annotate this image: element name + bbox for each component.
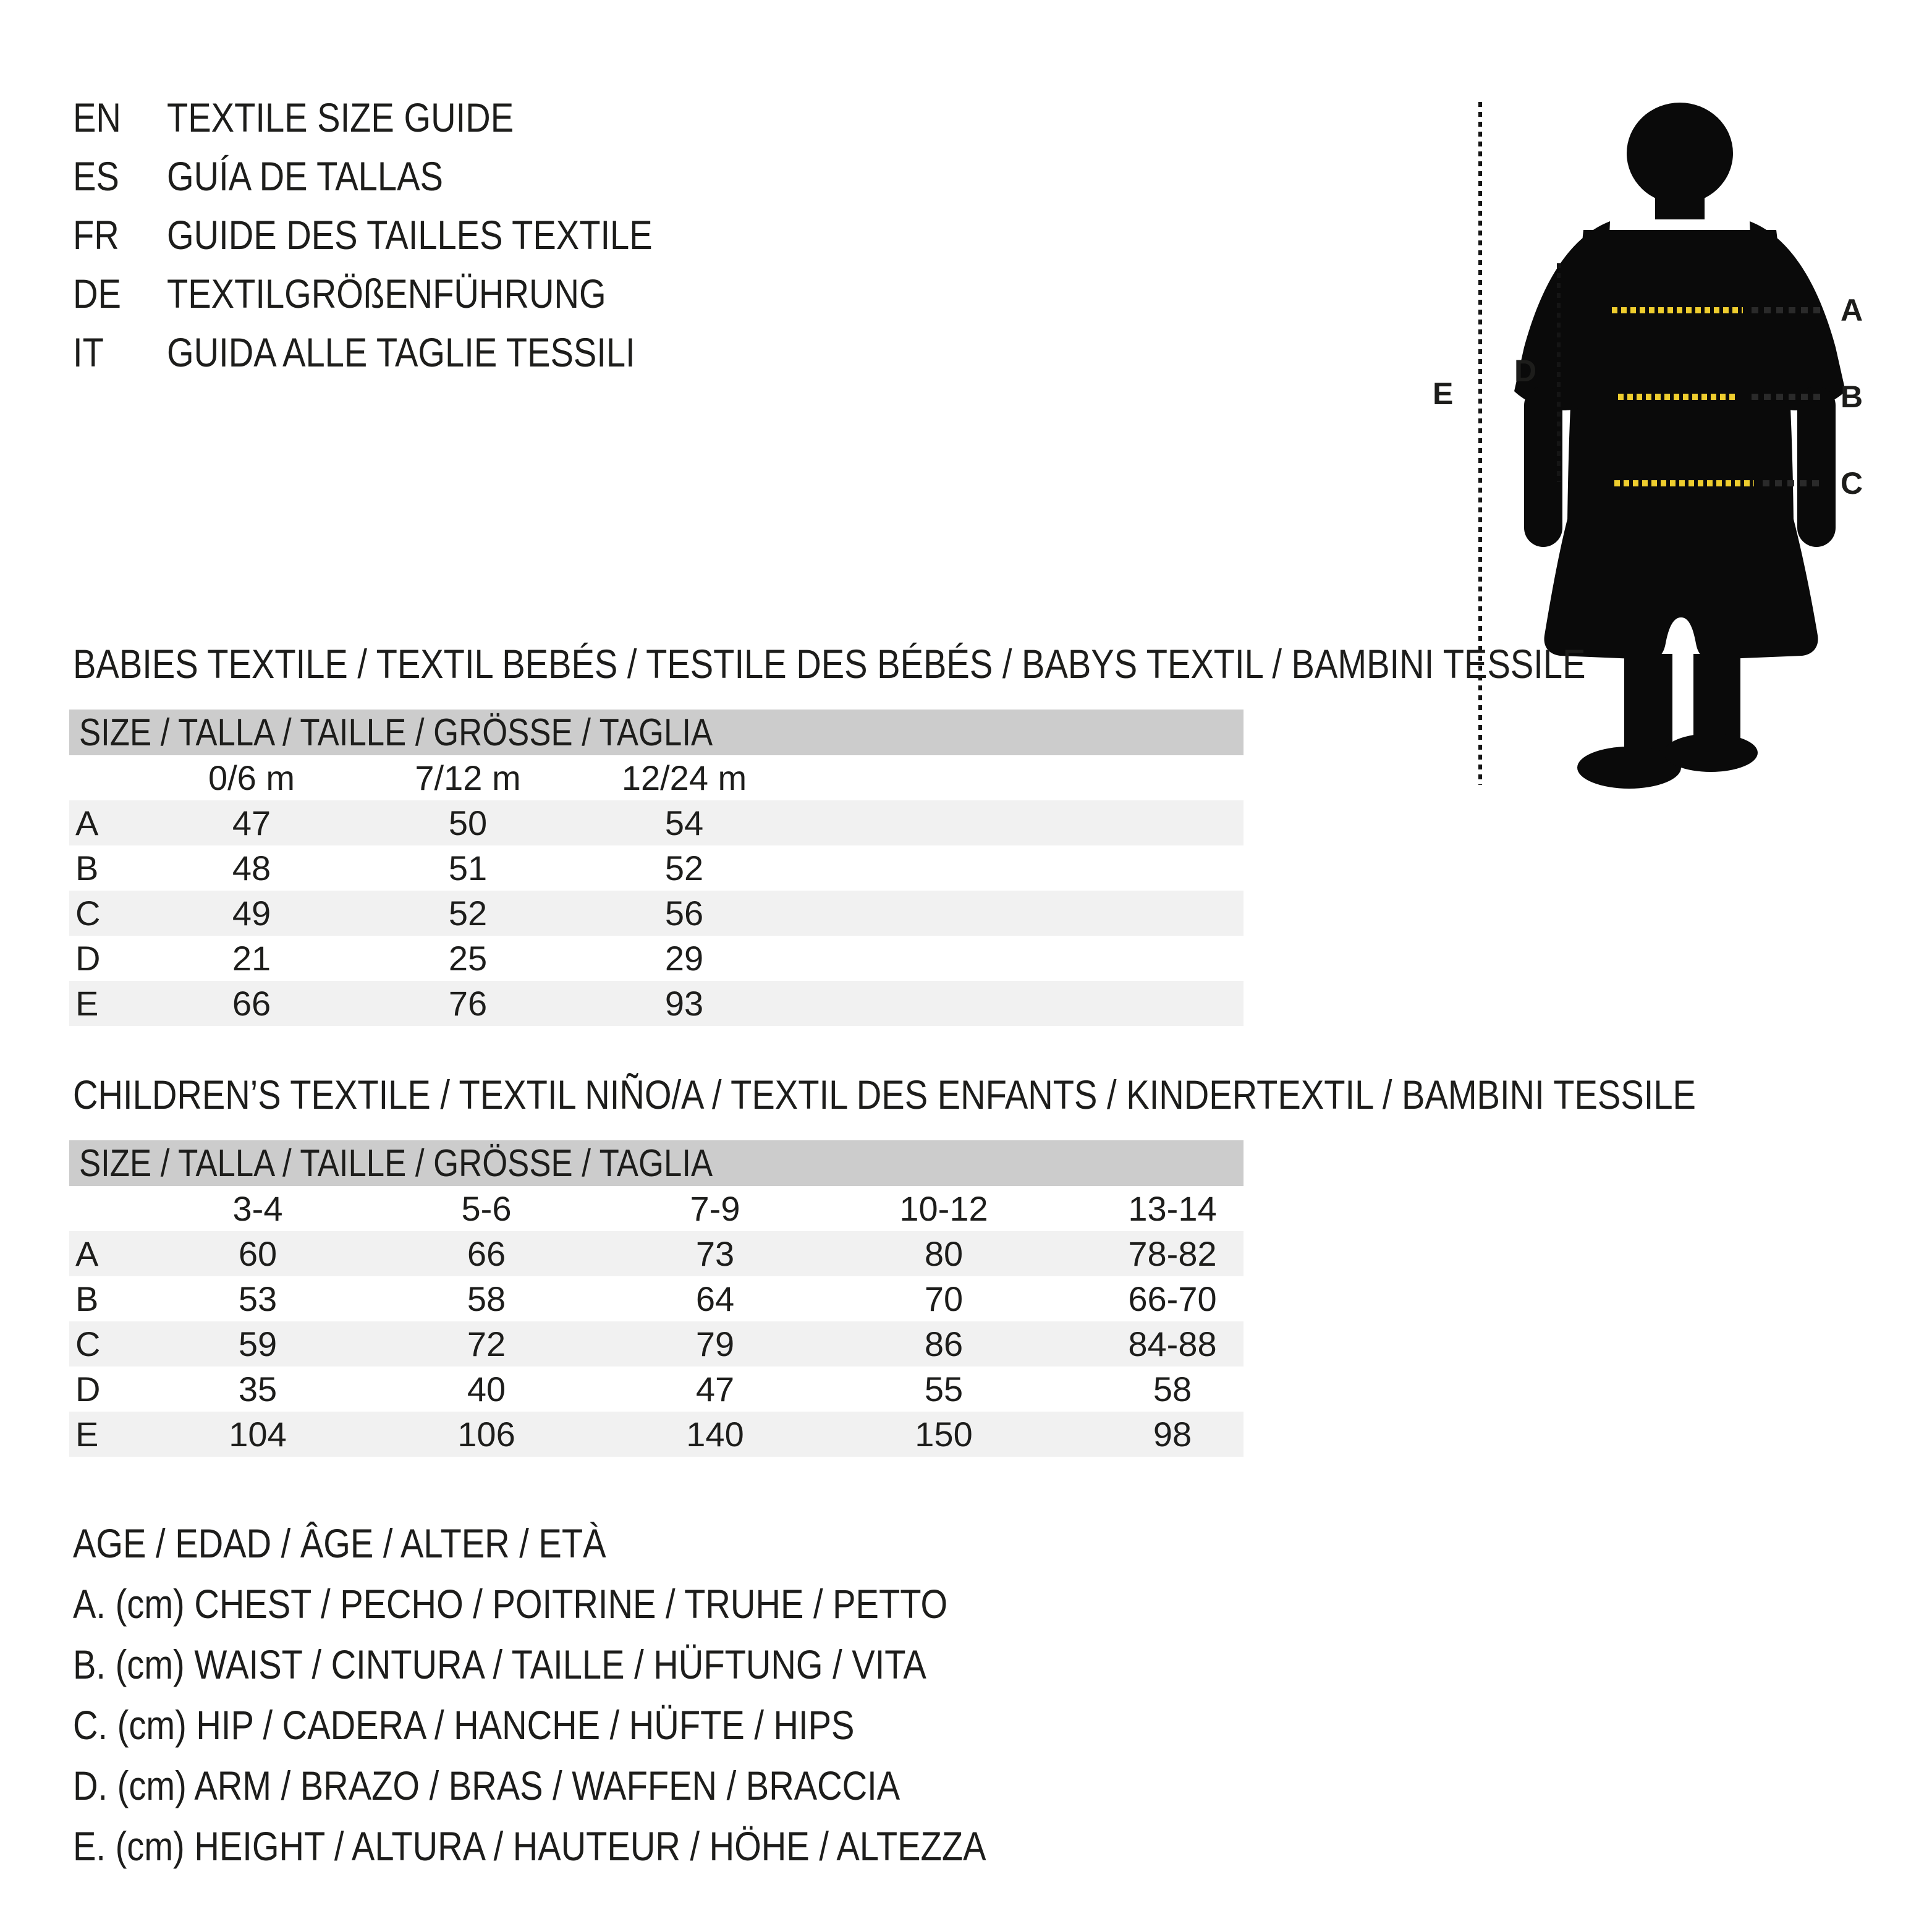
row-label: D bbox=[75, 939, 101, 978]
legend-row bbox=[73, 1755, 1147, 1816]
column-header: 12/24 m bbox=[621, 758, 747, 797]
language-row bbox=[73, 88, 738, 146]
row-label: D bbox=[75, 1370, 101, 1409]
value-cell: 55 bbox=[924, 1370, 964, 1409]
row-label: C bbox=[75, 1324, 101, 1363]
size-header-bar bbox=[69, 710, 1244, 755]
column-header: 7/12 m bbox=[415, 758, 521, 797]
legend-text: AGE / EDAD / ÂGE / ALTER / ETÀ bbox=[73, 1520, 606, 1566]
legend-text: A. (cm) CHEST / PECHO / POITRINE / TRUHE / PETTO bbox=[73, 1581, 948, 1627]
table-row bbox=[69, 936, 1244, 981]
value-cell: 52 bbox=[448, 894, 488, 933]
children-table-title-text: CHILDREN’S TEXTILE / TEXTIL NIÑO/A / TEXTIL DES ENFANTS / KINDERTEXTIL / BAMBINI TESSILE bbox=[73, 1072, 1696, 1117]
legend-row bbox=[73, 1574, 1147, 1634]
language-label: GUIDA ALLE TAGLIE TESSILI bbox=[167, 329, 635, 375]
row-label: B bbox=[75, 849, 99, 888]
row-label: B bbox=[75, 1279, 99, 1318]
children-column-headers bbox=[69, 1186, 1244, 1231]
value-cell: 52 bbox=[664, 849, 704, 888]
language-row bbox=[73, 323, 738, 381]
language-code: DE bbox=[73, 270, 121, 316]
table-row bbox=[69, 845, 1244, 891]
row-label: E bbox=[75, 1415, 99, 1454]
value-cell: 78-82 bbox=[1128, 1234, 1217, 1273]
value-cell: 47 bbox=[695, 1370, 735, 1409]
value-cell: 66-70 bbox=[1128, 1279, 1217, 1318]
table-row bbox=[69, 891, 1244, 936]
value-cell: 150 bbox=[915, 1415, 973, 1454]
label-b: B bbox=[1841, 379, 1863, 414]
size-header-label: SIZE / TALLA / TAILLE / GRÖSSE / TAGLIA bbox=[79, 711, 713, 754]
value-cell: 35 bbox=[238, 1370, 278, 1409]
value-cell: 56 bbox=[664, 894, 704, 933]
language-label: TEXTILGRÖßENFÜHRUNG bbox=[167, 270, 606, 316]
language-row bbox=[73, 205, 738, 264]
legend-text: B. (cm) WAIST / CINTURA / TAILLE / HÜFTUNG / VITA bbox=[73, 1642, 926, 1687]
legend-row bbox=[73, 1695, 1147, 1755]
language-label: TEXTILE SIZE GUIDE bbox=[167, 94, 514, 140]
column-header: 3-4 bbox=[232, 1189, 283, 1228]
value-cell: 80 bbox=[924, 1234, 964, 1273]
value-cell: 21 bbox=[232, 939, 271, 978]
column-header: 10-12 bbox=[899, 1189, 988, 1228]
label-e: E bbox=[1433, 376, 1454, 411]
column-header: 7-9 bbox=[690, 1189, 740, 1228]
children-table-title bbox=[73, 1071, 1932, 1118]
value-cell: 140 bbox=[686, 1415, 744, 1454]
label-c: C bbox=[1841, 466, 1863, 501]
value-cell: 59 bbox=[238, 1324, 278, 1363]
babies-table-title bbox=[73, 640, 1852, 687]
value-cell: 66 bbox=[232, 984, 271, 1023]
label-a: A bbox=[1841, 293, 1863, 328]
row-label: E bbox=[75, 984, 99, 1023]
babies-size-table bbox=[69, 710, 1244, 1026]
value-cell: 53 bbox=[238, 1279, 278, 1318]
value-cell: 98 bbox=[1153, 1415, 1192, 1454]
table-row bbox=[69, 981, 1244, 1026]
table-row bbox=[69, 1231, 1244, 1276]
language-code: FR bbox=[73, 211, 119, 258]
value-cell: 47 bbox=[232, 803, 271, 842]
language-row bbox=[73, 264, 738, 323]
value-cell: 54 bbox=[664, 803, 704, 842]
legend-text: C. (cm) HIP / CADERA / HANCHE / HÜFTE / HIPS bbox=[73, 1702, 855, 1748]
babies-column-headers bbox=[69, 755, 1244, 800]
value-cell: 73 bbox=[695, 1234, 735, 1273]
value-cell: 79 bbox=[695, 1324, 735, 1363]
value-cell: 29 bbox=[664, 939, 704, 978]
table-row bbox=[69, 1366, 1244, 1412]
value-cell: 51 bbox=[448, 849, 488, 888]
value-cell: 86 bbox=[924, 1324, 964, 1363]
language-label: GUÍA DE TALLAS bbox=[167, 153, 443, 199]
legend-text: E. (cm) HEIGHT / ALTURA / HAUTEUR / HÖHE / ALTEZZA bbox=[73, 1823, 986, 1869]
value-cell: 72 bbox=[467, 1324, 506, 1363]
value-cell: 76 bbox=[448, 984, 488, 1023]
column-header: 0/6 m bbox=[208, 758, 295, 797]
language-code: EN bbox=[73, 94, 121, 140]
row-label: A bbox=[75, 803, 99, 842]
language-code: ES bbox=[73, 153, 119, 199]
value-cell: 58 bbox=[467, 1279, 506, 1318]
value-cell: 70 bbox=[924, 1279, 964, 1318]
legend-row bbox=[73, 1513, 1147, 1574]
table-row bbox=[69, 1276, 1244, 1321]
table-row bbox=[69, 1321, 1244, 1366]
value-cell: 49 bbox=[232, 894, 271, 933]
children-size-table bbox=[69, 1140, 1244, 1457]
row-label: C bbox=[75, 894, 101, 933]
value-cell: 93 bbox=[664, 984, 704, 1023]
value-cell: 66 bbox=[467, 1234, 506, 1273]
value-cell: 50 bbox=[448, 803, 488, 842]
value-cell: 104 bbox=[229, 1415, 287, 1454]
language-code: IT bbox=[73, 329, 104, 375]
measurement-legend bbox=[73, 1513, 1147, 1876]
legend-row bbox=[73, 1816, 1147, 1876]
label-d: D bbox=[1514, 354, 1537, 388]
value-cell: 84-88 bbox=[1128, 1324, 1217, 1363]
size-header-label: SIZE / TALLA / TAILLE / GRÖSSE / TAGLIA bbox=[79, 1142, 713, 1185]
table-row bbox=[69, 800, 1244, 845]
value-cell: 60 bbox=[238, 1234, 278, 1273]
column-header: 5-6 bbox=[461, 1189, 512, 1228]
row-label: A bbox=[75, 1234, 99, 1273]
babies-table-title-text: BABIES TEXTILE / TEXTIL BEBÉS / TESTILE DES BÉBÉS / BABYS TEXTIL / BAMBINI TESSILE bbox=[73, 641, 1586, 687]
value-cell: 40 bbox=[467, 1370, 506, 1409]
language-row bbox=[73, 146, 738, 205]
value-cell: 106 bbox=[457, 1415, 515, 1454]
legend-row bbox=[73, 1634, 1147, 1695]
table-row bbox=[69, 1412, 1244, 1457]
measurement-figure bbox=[1421, 80, 1932, 803]
value-cell: 58 bbox=[1153, 1370, 1192, 1409]
column-header: 13-14 bbox=[1128, 1189, 1217, 1228]
language-label: GUIDE DES TAILLES TEXTILE bbox=[167, 211, 653, 258]
value-cell: 64 bbox=[695, 1279, 735, 1318]
legend-text: D. (cm) ARM / BRAZO / BRAS / WAFFEN / BRACCIA bbox=[73, 1763, 900, 1808]
value-cell: 48 bbox=[232, 849, 271, 888]
value-cell: 25 bbox=[448, 939, 488, 978]
language-list bbox=[73, 88, 738, 381]
size-header-bar bbox=[69, 1140, 1244, 1186]
